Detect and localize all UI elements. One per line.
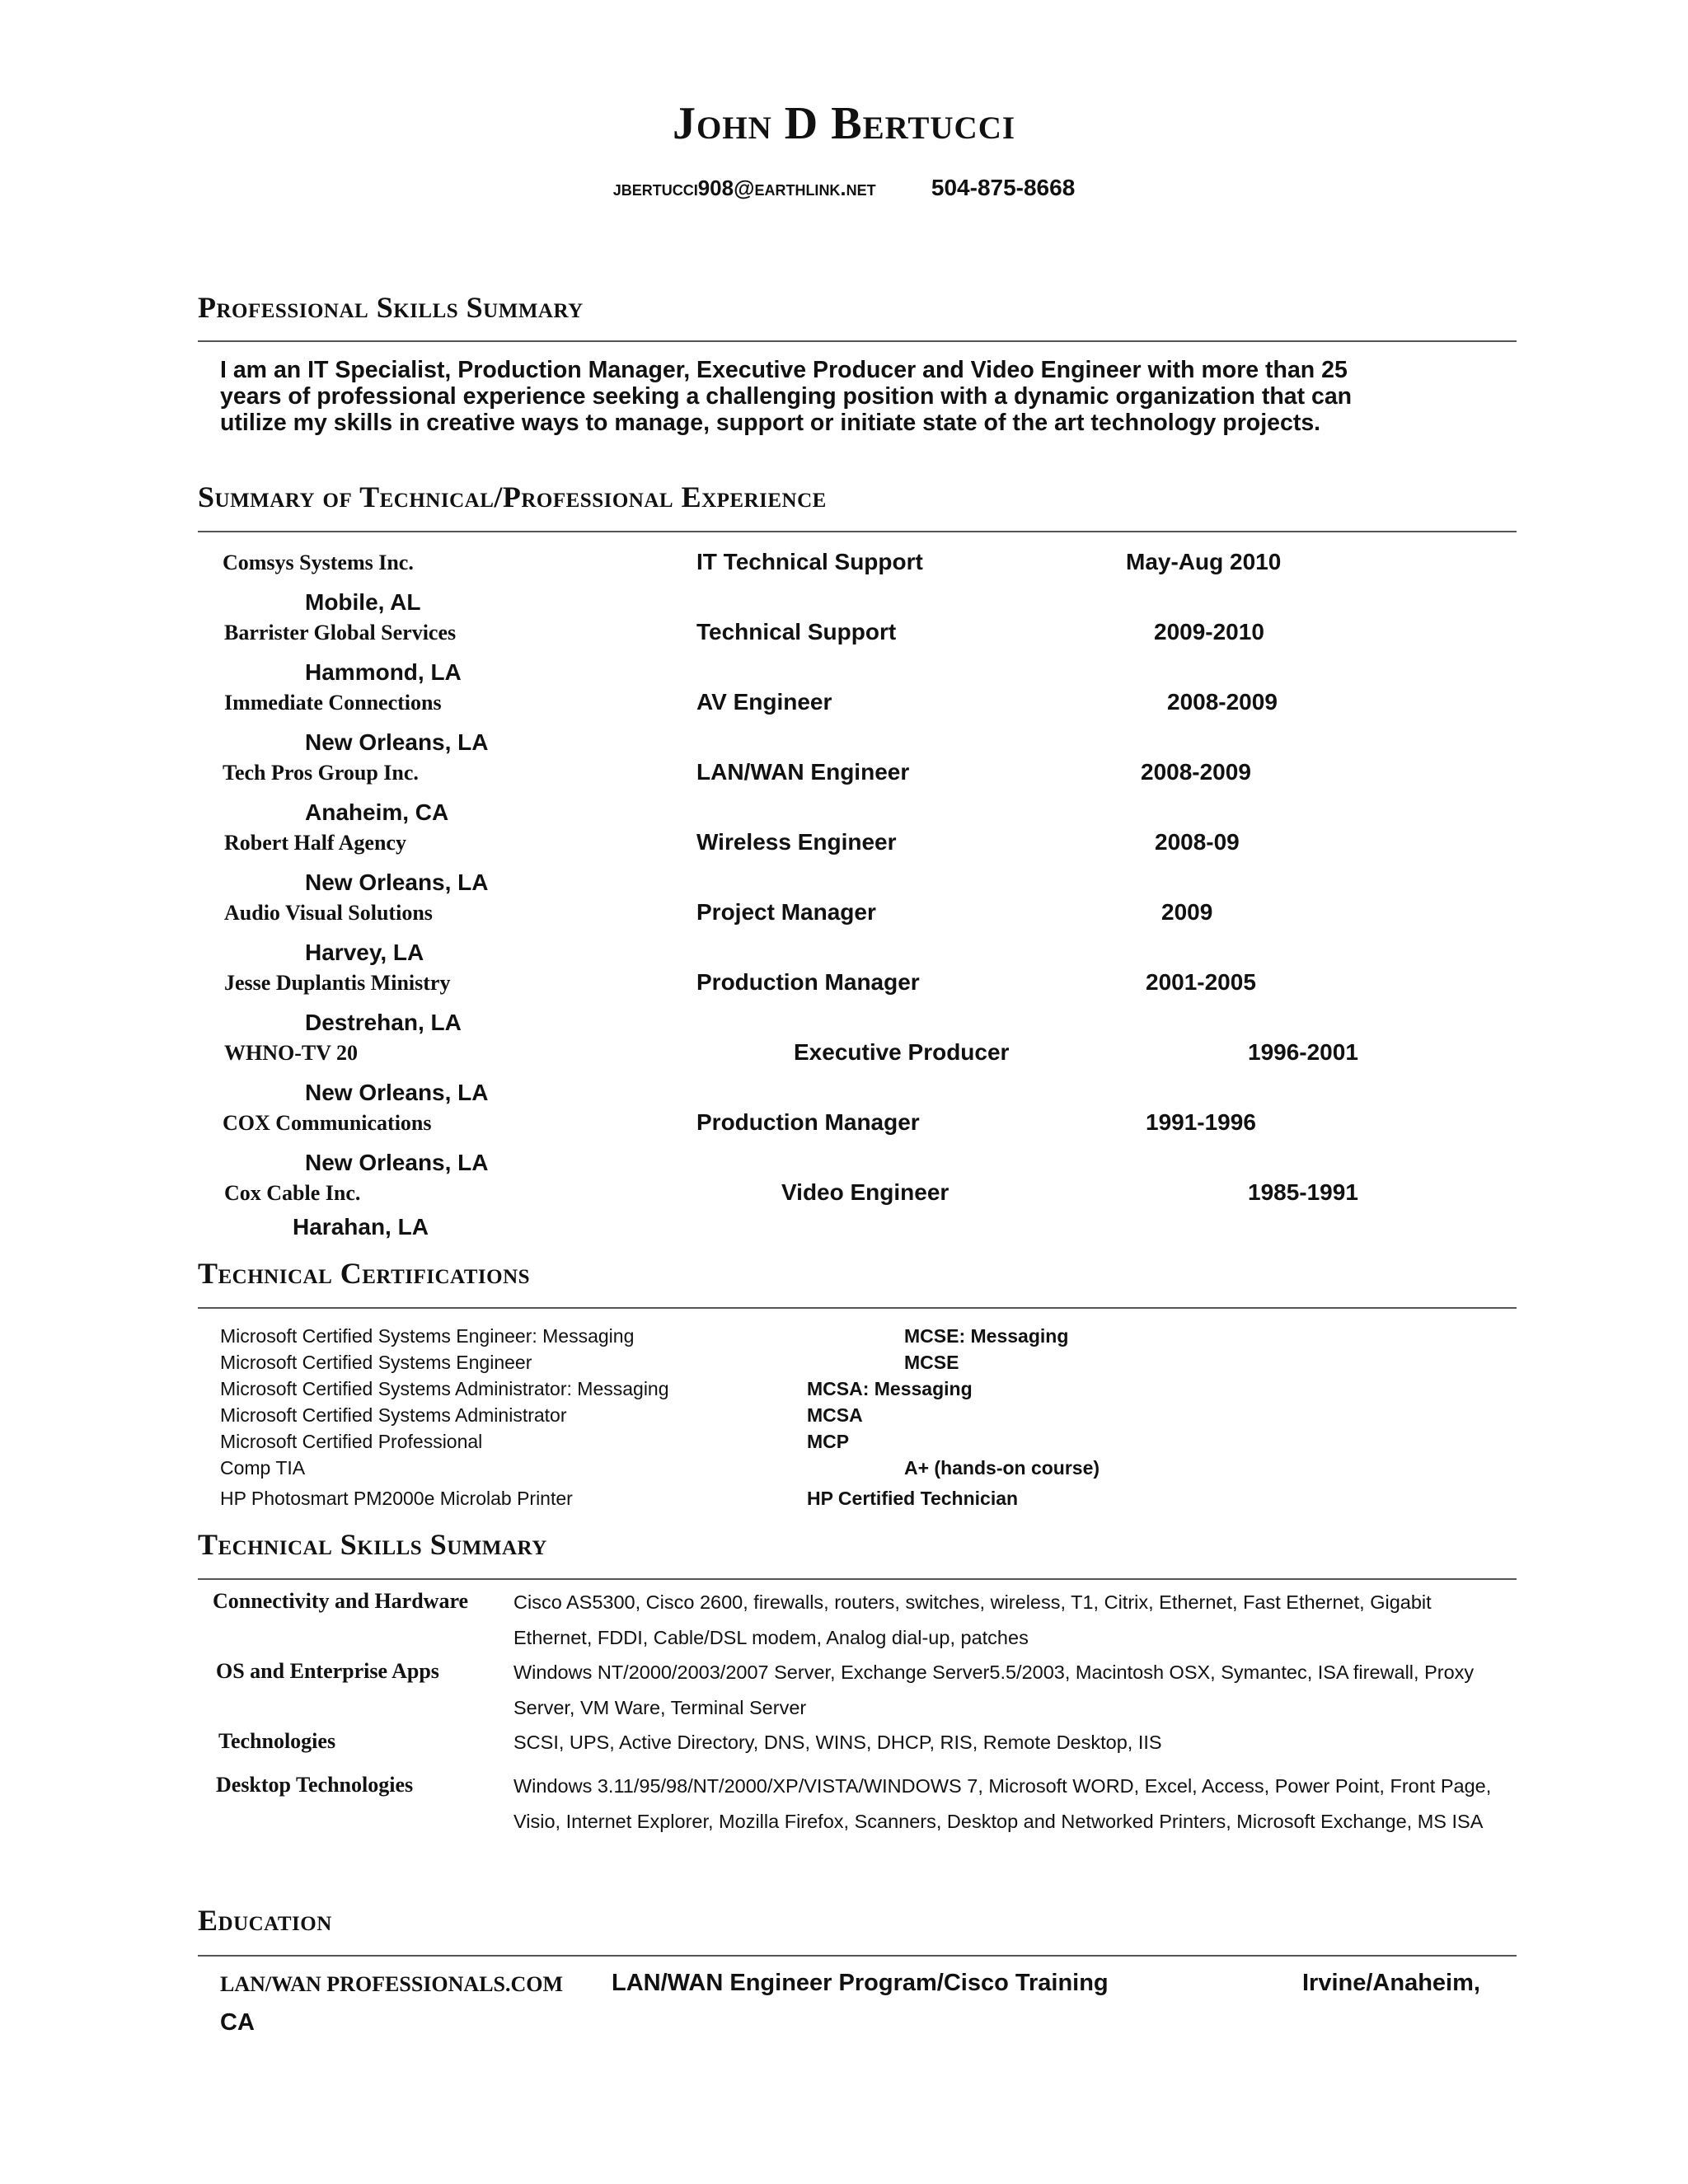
experience-title: Project Manager [696,899,876,925]
experience-title: IT Technical Support [696,549,923,574]
skill-category: Technologies [218,1729,336,1753]
education-location-continued: CA [220,2009,255,2036]
experience-title: Video Engineer [781,1179,950,1205]
experience-title: Production Manager [696,969,920,995]
experience-company: Barrister Global Services [224,621,457,644]
summary-line: years of professional experience seeking a challenging position with a dynamic organization that can [220,383,1353,410]
certification-name: Microsoft Certified Systems Administrator [220,1404,567,1426]
experience-dates: 2009-2010 [1154,619,1264,644]
certification-code: A+ (hands-on course) [904,1457,1100,1479]
experience-location: Mobile, AL [305,589,421,615]
skill-details [513,1769,1527,1840]
experience-location: Anaheim, CA [305,799,449,825]
experience-dates: May-Aug 2010 [1126,549,1282,574]
experience-title: Wireless Engineer [696,829,897,855]
skill-line: Server, VM Ware, Terminal Server [513,1697,807,1718]
certification-name: Comp TIA [220,1457,306,1479]
heading-education: Education [198,1904,332,1937]
certification-name: Microsoft Certified Systems Administrator: Messaging [220,1378,669,1399]
email-address[interactable]: jbertucci908@earthlink.net [612,176,876,200]
skill-category: OS and Enterprise Apps [216,1659,439,1683]
experience-title: Production Manager [696,1109,920,1135]
experience-location: Destrehan, LA [305,1010,462,1035]
education-location: Irvine/Anaheim, [1302,1970,1480,1996]
experience-title: Executive Producer [794,1039,1010,1065]
experience-company: Immediate Connections [224,691,442,715]
skill-details [513,1655,1527,1726]
certification-code: MCSA: Messaging [807,1378,973,1399]
contact-line [0,175,1688,201]
divider [198,1955,1517,1957]
experience-title: Technical Support [696,619,897,644]
skill-line: Ethernet, FDDI, Cable/DSL modem, Analog dial-up, patches [513,1627,1029,1648]
experience-company: Robert Half Agency [224,831,406,855]
skill-details [513,1585,1527,1656]
experience-location: Hammond, LA [305,659,462,685]
heading-technical-skills: Technical Skills Summary [198,1528,547,1561]
experience-dates: 2001-2005 [1146,969,1256,995]
summary-line: I am an IT Specialist, Production Manager, Executive Producer and Video Engineer with more than 25 [220,357,1348,383]
experience-location: New Orleans, LA [305,869,489,895]
certification-code: MCSA [807,1404,863,1426]
experience-dates: 2008-2009 [1141,759,1251,785]
skill-details [513,1725,1527,1760]
skill-line: Visio, Internet Explorer, Mozilla Firefox, Scanners, Desktop and Networked Printers, Microsoft Exchange, MS ISA [513,1811,1484,1832]
certification-name: Microsoft Certified Systems Engineer [220,1352,532,1373]
education-program: LAN/WAN Engineer Program/Cisco Training [612,1970,1109,1996]
applicant-name: John D Bertucci [672,98,1016,149]
certification-name: Microsoft Certified Systems Engineer: Messaging [220,1325,635,1347]
experience-dates: 1985-1991 [1248,1179,1358,1205]
summary-line: utilize my skills in creative ways to manage, support or initiate state of the art technology projects. [220,410,1321,436]
experience-company: COX Communications [223,1111,432,1135]
experience-company: Jesse Duplantis Ministry [224,971,451,995]
phone-number: 504-875-8668 [931,175,1076,200]
divider [198,531,1517,532]
certification-name: HP Photosmart PM2000e Microlab Printer [220,1488,573,1509]
skill-category: Connectivity and Hardware [213,1589,469,1613]
heading-professional-skills-summary: Professional Skills Summary [198,291,584,324]
certification-code: MCSE [904,1352,959,1373]
experience-company: Tech Pros Group Inc. [223,761,419,785]
heading-certifications: Technical Certifications [198,1257,531,1290]
experience-location: New Orleans, LA [305,1080,489,1105]
experience-dates: 1996-2001 [1248,1039,1358,1065]
experience-location: New Orleans, LA [305,1150,489,1175]
experience-company: WHNO-TV 20 [224,1041,359,1065]
experience-dates: 1991-1996 [1146,1109,1256,1135]
experience-company: Comsys Systems Inc. [223,551,414,574]
divider [198,340,1517,342]
experience-dates: 2008-2009 [1167,689,1278,715]
experience-location: Harahan, LA [293,1214,429,1240]
experience-title: AV Engineer [696,689,832,715]
experience-company: Cox Cable Inc. [224,1181,361,1205]
experience-title: LAN/WAN Engineer [696,759,910,785]
summary-paragraph [220,357,1489,436]
experience-location: Harvey, LA [305,940,424,965]
skill-line: Cisco AS5300, Cisco 2600, firewalls, routers, switches, wireless, T1, Citrix, Ethernet, Fast Ethernet, Gigabit [513,1591,1432,1613]
experience-dates: 2008-09 [1155,829,1240,855]
certification-code: MCP [807,1431,850,1452]
skill-line: Windows NT/2000/2003/2007 Server, Exchange Server5.5/2003, Macintosh OSX, Symantec, ISA firewall, Proxy [513,1661,1475,1683]
certification-code: MCSE: Messaging [904,1325,1069,1347]
heading-experience: Summary of Technical/Professional Experience [198,480,827,513]
skill-line: SCSI, UPS, Active Directory, DNS, WINS, DHCP, RIS, Remote Desktop, IIS [513,1732,1162,1753]
certification-code: HP Certified Technician [807,1488,1019,1509]
skill-category: Desktop Technologies [216,1773,414,1797]
certification-name: Microsoft Certified Professional [220,1431,483,1452]
education-school: LAN/WAN PROFESSIONALS.COM [220,1972,564,1996]
experience-company: Audio Visual Solutions [224,901,433,925]
divider [198,1307,1517,1309]
experience-location: New Orleans, LA [305,729,489,755]
skill-line: Windows 3.11/95/98/NT/2000/XP/VISTA/WINDOWS 7, Microsoft WORD, Excel, Access, Power Point, Front Page, [513,1775,1492,1797]
experience-dates: 2009 [1161,899,1213,925]
divider [198,1578,1517,1580]
